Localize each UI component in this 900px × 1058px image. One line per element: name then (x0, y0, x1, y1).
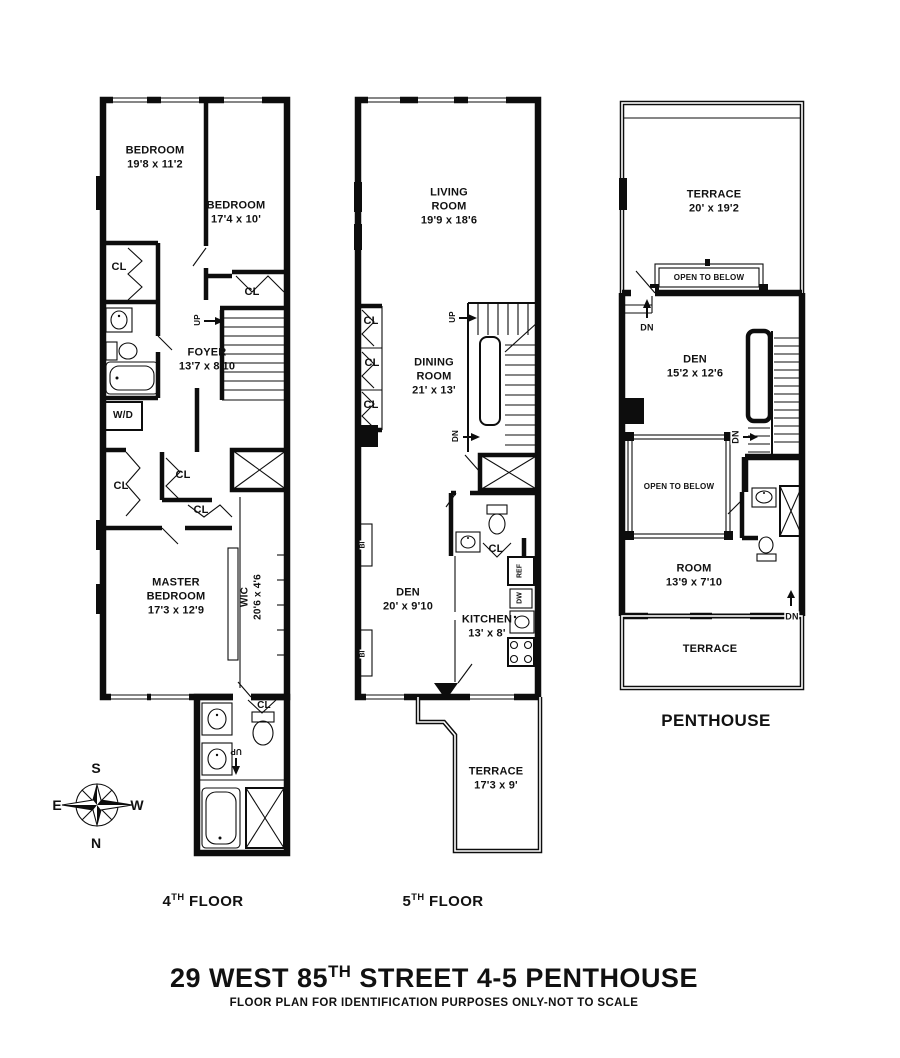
room-name: DEN (683, 353, 707, 366)
room-name: DEN (396, 586, 420, 599)
floor5-closet-label: CL (363, 399, 379, 412)
penthouse-down-label: DN (640, 322, 654, 333)
room-name: TERRACE (468, 765, 524, 778)
penthouse-down-label: DN (785, 611, 799, 622)
floor4-dumbwaiter-shaft (232, 450, 287, 490)
floor5-terrace-label (451, 765, 541, 793)
floor5-up-label: UP (448, 311, 457, 323)
floor4-closet-label: CL (111, 261, 127, 274)
floor5-kitchen-label (452, 613, 522, 641)
address-ordinal: TH (328, 962, 352, 981)
plan-disclaimer: FLOOR PLAN FOR IDENTIFICATION PURPOSES ONLY-NOT TO SCALE (229, 997, 639, 1009)
penthouse-open-to-below-label: OPEN TO BELOW (673, 273, 745, 282)
compass-west: W (130, 797, 144, 813)
address-prefix: 29 WEST 85 (170, 963, 329, 993)
floor4-closet-label: CL (257, 699, 271, 711)
penthouse-room-label (644, 562, 744, 590)
floor4-bedroom1-label (112, 144, 198, 172)
floor5-den-label (363, 586, 453, 614)
floor5-closet-label: CL (364, 357, 380, 370)
floor4-bedroom2-label (193, 199, 279, 227)
title-block (0, 962, 868, 1009)
floor-word: FLOOR (184, 893, 244, 910)
floor4-name-label (162, 892, 243, 910)
room-name: BEDROOM (125, 144, 185, 157)
floor4-closet-label: CL (175, 469, 191, 482)
floor4-closet-label: CL (244, 286, 260, 299)
penthouse-down-label: DN (730, 430, 741, 444)
floor-ordinal: TH (171, 892, 185, 902)
floor5-dishwasher-label: DW (516, 592, 524, 604)
room-dims: 20' x 19'2 (688, 202, 740, 214)
floor5-stairs (459, 303, 538, 452)
room-name: LIVING ROOM (430, 186, 468, 213)
room-dims: 13'9 x 7'10 (665, 576, 723, 588)
room-dims: 17'4 x 10' (210, 213, 262, 225)
penthouse-terrace-top-label (669, 188, 759, 216)
floor4-up-label: UP (230, 747, 242, 756)
room-dims: 17'3 x 12'9 (147, 603, 205, 616)
penthouse-terrace-bottom-label: TERRACE (682, 643, 738, 656)
plan-title (0, 962, 868, 994)
penthouse-name-label: PENTHOUSE (661, 711, 771, 730)
room-name: BEDROOM (206, 199, 266, 212)
floor5-closet-label: CL (488, 543, 504, 556)
room-dims: 13' x 8' (468, 627, 506, 639)
floor5-dining-room-label (405, 356, 463, 397)
penthouse-open-to-below-label: OPEN TO BELOW (643, 482, 715, 491)
floor5-down-label: DN (451, 430, 460, 442)
floor5-name-label (402, 892, 483, 910)
room-name: MASTER BEDROOM (146, 576, 206, 603)
room-dims: 20' x 9'10 (382, 600, 434, 612)
floor4-master-bedroom-label (135, 576, 217, 617)
room-name: KITCHEN (461, 613, 513, 626)
room-name: ROOM (676, 562, 712, 575)
floor-number: 4 (162, 893, 172, 910)
floor-number: 5 (402, 893, 412, 910)
room-name: FOYER (187, 346, 227, 359)
compass-south: S (91, 760, 101, 776)
floor5-built-in-label: BI (359, 650, 367, 658)
compass-rose (62, 784, 132, 826)
compass-east: E (52, 797, 62, 813)
floor4-tail-bathroom (197, 682, 287, 848)
floor4-up-label: UP (193, 314, 202, 326)
penthouse-stairs (743, 331, 802, 455)
room-name: TERRACE (686, 188, 742, 201)
floor4-closet-label: CL (113, 480, 129, 493)
room-dims: 17'3 x 9' (474, 779, 518, 791)
floor5-refrigerator-label: REF (516, 564, 524, 578)
floor5-shaft (465, 455, 538, 490)
room-dims: 13'7 x 8'10 (178, 360, 236, 372)
floor4-wic-label (240, 574, 265, 620)
room-dims: 15'2 x 12'6 (666, 367, 724, 379)
compass-north: N (90, 835, 102, 851)
floor4-washer-dryer-label: W/D (112, 409, 134, 421)
room-dims: 19'9 x 18'6 (420, 213, 478, 226)
penthouse-den-label (645, 353, 745, 381)
floor4-foyer-label (157, 346, 257, 374)
room-dims: 21' x 13' (412, 383, 456, 396)
floor-word: FLOOR (424, 893, 484, 910)
address-suffix: STREET 4-5 PENTHOUSE (351, 963, 698, 993)
floor5-closet-label: CL (363, 315, 379, 328)
room-dims: 19'8 x 11'2 (127, 158, 183, 170)
room-dims: 20'6 x 4'6 (252, 574, 263, 620)
room-name: WIC (239, 586, 251, 608)
floor5-built-in-label: BI (359, 541, 367, 549)
floor4-closet-label: CL (193, 504, 209, 517)
room-name: DINING ROOM (414, 356, 454, 383)
floor5-living-room-label (417, 186, 481, 227)
floor-ordinal: TH (411, 892, 425, 902)
